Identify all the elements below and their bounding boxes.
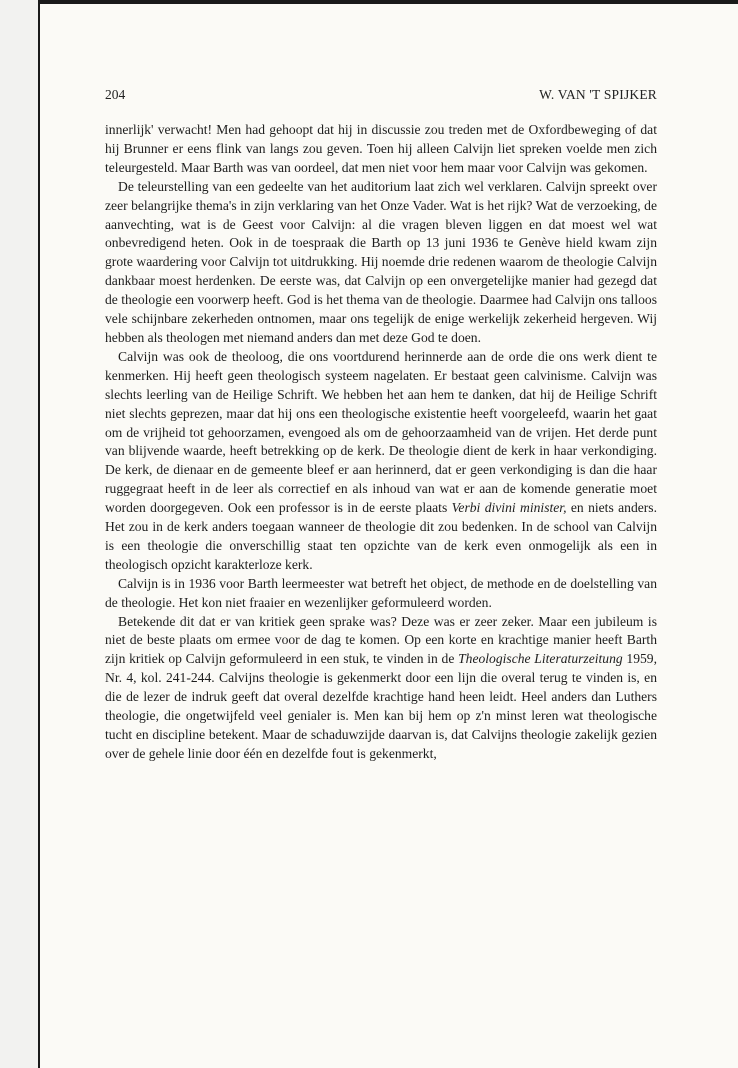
text-segment: innerlijk' verwacht! Men had gehoopt dat hij in discussie zou treden met de Oxfordbeweging of dat hij Brunner er eens flink van langs zou geven. Toen hij alleen Calvijn liet spreken voelde men zich teleurgesteld. Maar Barth was van oordeel, dat men niet voor hem maar voor Calvijn was gekomen.: [105, 122, 657, 175]
text-segment: De teleurstelling van een gedeelte van het auditorium laat zich wel verklaren. Calvijn spreekt over zeer belangrijke thema's in zijn verklaring van het Onze Vader. Wat is het rijk? Wat de verzoeking, de aanvechting, wat is de Geest voor Calvijn: al die vragen bleven liggen en dat moest wel wat onbevredigend heten. Ook in de toespraak die Barth op 13 juni 1936 te Genève hield kwam zijn grote waardering voor Calvijn tot uitdrukking. Hij noemde drie redenen waarom de theologie Calvijn dankbaar moest herdenken. De eerste was, dat Calvijn op een onvergetelijke manier had gezegd dat de theologie een voorwerp heeft. God is het thema van de theologie. Daarmee had Calvijn ons talloos vele schijnbare zekerheden ontnomen, maar ons tegelijk de enige werkelijk zekerheid hergeven. Wij hebben als theologen met niemand anders dan met deze God te doen.: [105, 178, 657, 345]
paragraph: [105, 348, 657, 575]
text-segment: Calvijn was ook de theoloog, die ons voortdurend herinnerde aan de orde die ons werk dient te kenmerken. Hij heeft geen theologisch systeem nagelaten. Er bestaat geen calvinisme. Calvijn was slechts leerling van de Heilige Schrift. We hebben het aan hem te danken, dat hij de Heilige Schrift niet slechts geprezen, maar dat hij ons een theologische existentie heeft voorgeleefd, waarin het gaat om de vrijheid tot gehoorzamen, evengoed als om de gehoorzaamheid van de vrijen. Het derde punt van blijvende waarde, heeft betrekking op de kerk. De theologie dient de kerk in haar verkondiging. De kerk, de dienaar en de gemeente bleef er aan herinnerd, dat er geen verkondiging is dan die haar ruggegraat heeft in de leer als correctief en als inhoud van wat er aan de komende generatie moet worden doorgegeven. Ook een professor is in de eerste plaats: [105, 348, 657, 516]
body-text: [105, 121, 657, 764]
page-header: [105, 87, 657, 107]
text-segment: Calvijn is in 1936 voor Barth leermeester wat betreft het object, de methode en de doelstelling van de theologie. Het kon niet fraaier en wezenlijker geformuleerd worden.: [105, 575, 657, 610]
scan-border-left: [0, 0, 40, 1068]
text-segment: Betekende dit dat er van kritiek geen sprake was? Deze was er zeer zeker. Maar een jubileum is niet de beste plaats om ermee voor de dag te komen. Op een korte en krachtige manier heeft Barth zijn kritiek op Calvijn geformuleerd in een stuk, te vinden in de: [105, 613, 657, 667]
paragraph: [105, 575, 657, 613]
paragraph: [105, 178, 657, 348]
text-segment: en niets anders. Het zou in de kerk anders toegaan wanneer de theologie dit zou bedenken. In de school van Calvijn is een theologie die onverschillig staat ten opzichte van de kerk even onmogelijk als een in theologisch opzicht karakterloze kerk.: [105, 500, 657, 572]
paragraph: [105, 613, 657, 764]
running-head: W. VAN 'T SPIJKER: [539, 87, 657, 102]
text-segment: 1959, Nr. 4, kol. 241-244. Calvijns theologie is gekenmerkt door een lijn die overal terug te vinden is, en die de lezer de indruk geeft dat overal dezelfde krachtige hand heen leidt. Heel anders dan Luthers theologie, die ongetwijfeld veel genialer is. Men kan bij hem op z'n minst leren wat theologische tucht en discipline betekent. Maar de schaduwzijde daarvan is, dat Calvijns theologie zakelijk gezien over de gehele linie door één en dezelfde fout is gekenmerkt,: [105, 651, 657, 761]
italic-text: Verbi divini minister,: [451, 500, 567, 516]
page-number: 204: [105, 87, 126, 102]
paragraph: [105, 121, 657, 178]
italic-text: Theologische Literaturzeitung: [458, 651, 623, 667]
